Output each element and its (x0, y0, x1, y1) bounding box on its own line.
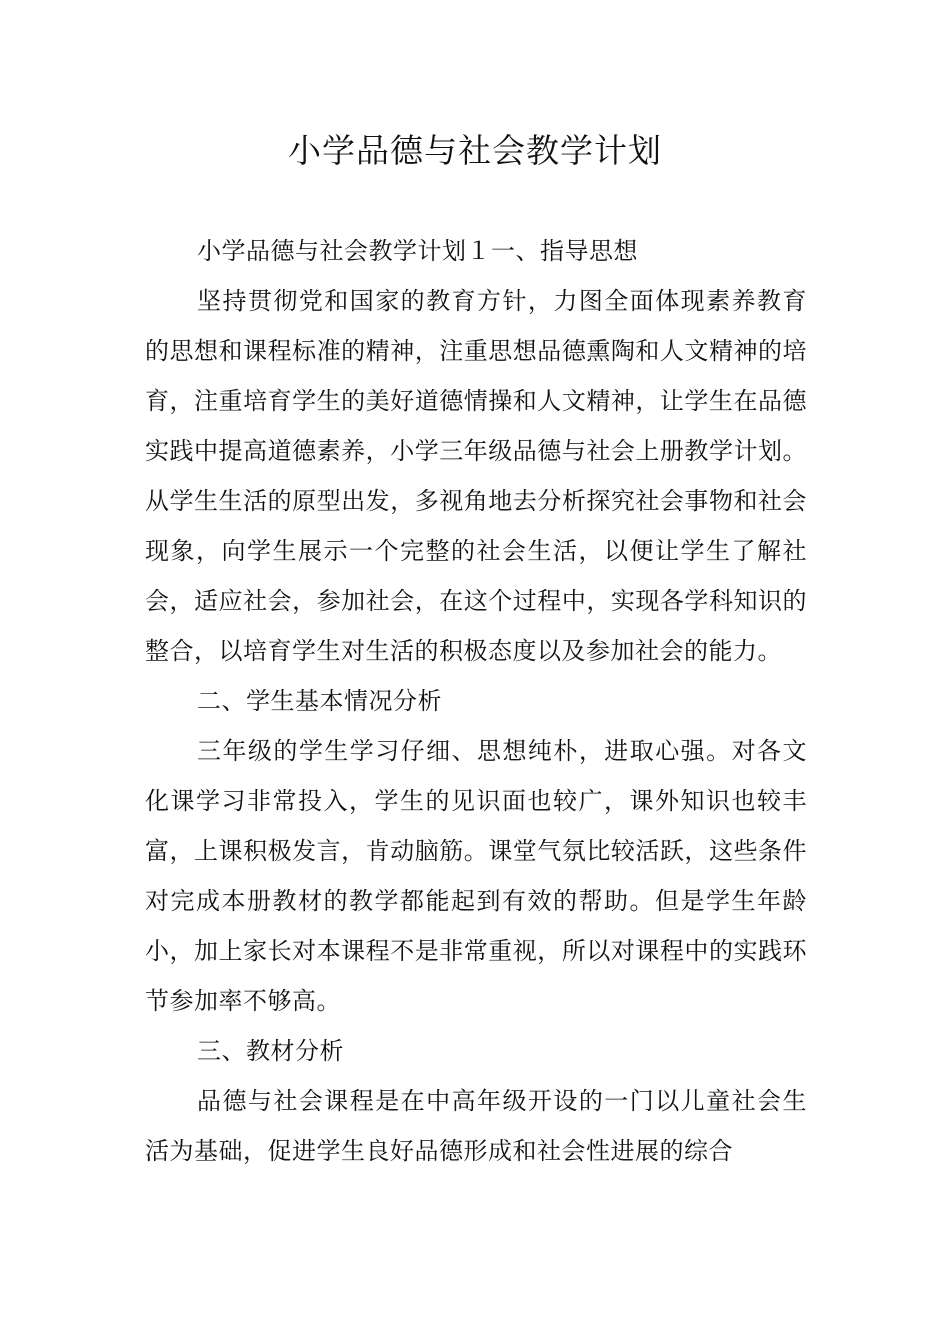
paragraph-heading-student-analysis: 二、学生基本情况分析 (197, 687, 442, 715)
paragraph-textbook-analysis: 品德与社会课程是在中高年级开设的一门以儿童社会生活为基础，促进学生良好品德形成和社会性进展的综合 (145, 1087, 807, 1165)
paragraph-student-analysis: 三年级的学生学习仔细、思想纯朴，进取心强。对各文化课学习非常投入，学生的见识面也较广，课外知识也较丰富，上课积极发言，肯动脑筋。课堂气氛比较活跃，这些条件对完成本册教材的教学都能起到有效的帮助。但是学生年龄小，加上家长对本课程不是非常重视，所以对课程中的实践环节参加率不够高。 (145, 737, 807, 1015)
document-title: 小学品德与社会教学计划 (288, 131, 662, 170)
paragraph-heading-textbook-analysis: 三、教材分析 (197, 1037, 344, 1065)
document-body (145, 226, 807, 1176)
paragraph-heading-guiding-ideology: 小学品德与社会教学计划１一、指导思想 (197, 237, 638, 265)
paragraph-guiding-ideology: 坚持贯彻党和国家的教育方针，力图全面体现素养教育的思想和课程标准的精神，注重思想品德熏陶和人文精神的培育，注重培育学生的美好道德情操和人文精神，让学生在品德实践中提高道德素养，小学三年级品德与社会上册教学计划。从学生生活的原型出发，多视角地去分析探究社会事物和社会现象，向学生展示一个完整的社会生活，以便让学生了解社会，适应社会，参加社会，在这个过程中，实现各学科知识的整合，以培育学生对生活的积极态度以及参加社会的能力。 (145, 287, 807, 665)
